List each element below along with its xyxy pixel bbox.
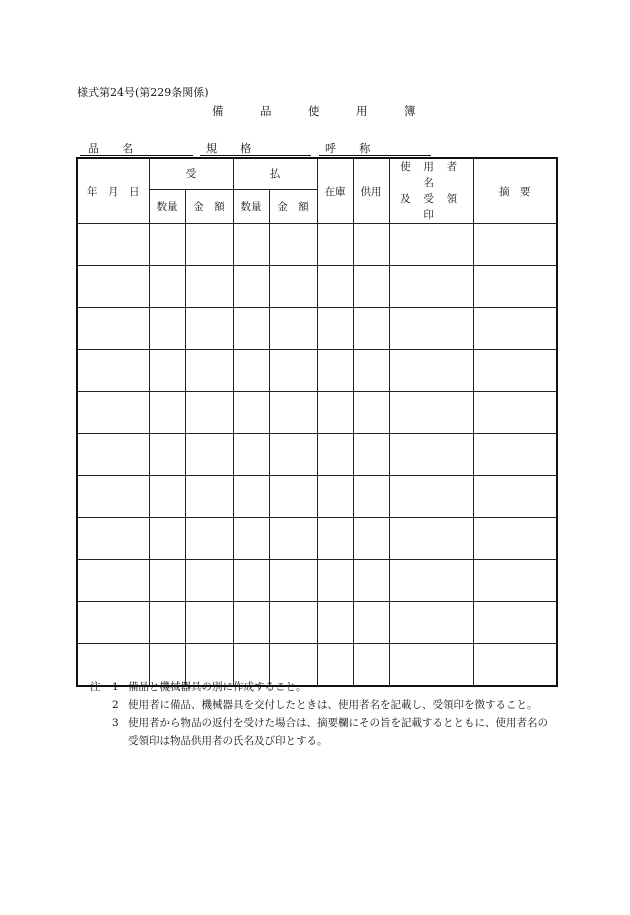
specification-label: 規 格 [206, 142, 262, 155]
receive-quantity-header: 数量 [149, 189, 185, 223]
entry-cell[interactable] [185, 266, 233, 308]
entry-cell[interactable] [473, 308, 557, 350]
entry-cell[interactable] [77, 224, 149, 266]
entry-cell[interactable] [185, 560, 233, 602]
entry-cell[interactable] [233, 350, 269, 392]
table-row [77, 308, 557, 350]
entry-cell[interactable] [317, 434, 353, 476]
entry-cell[interactable] [389, 392, 473, 434]
title-char: 備 [212, 104, 224, 118]
entry-cell[interactable] [389, 308, 473, 350]
title-char: 用 [356, 104, 368, 118]
entry-cell[interactable] [185, 602, 233, 644]
entry-cell[interactable] [185, 224, 233, 266]
document-title [212, 103, 416, 119]
entry-cell[interactable] [185, 476, 233, 518]
entry-cell[interactable] [269, 308, 317, 350]
entry-cell[interactable] [185, 308, 233, 350]
entry-cell[interactable] [317, 308, 353, 350]
entry-cell[interactable] [317, 602, 353, 644]
entry-cell[interactable] [233, 308, 269, 350]
entry-cell[interactable] [233, 476, 269, 518]
entry-cell[interactable] [77, 266, 149, 308]
entry-cell[interactable] [185, 392, 233, 434]
entry-cell[interactable] [149, 308, 185, 350]
table-row [77, 224, 557, 266]
note-number: 2 [112, 699, 119, 711]
entry-cell[interactable] [353, 224, 389, 266]
entry-cell[interactable] [317, 266, 353, 308]
remarks-header: 摘 要 [473, 158, 557, 224]
entry-cell[interactable] [353, 350, 389, 392]
note-text: 備品と機械器具の別に作成すること。 [128, 681, 307, 693]
entry-cell[interactable] [77, 602, 149, 644]
entry-cell[interactable] [185, 518, 233, 560]
entry-cell[interactable] [77, 434, 149, 476]
pay-amount-header: 金 額 [269, 189, 317, 223]
entry-cell[interactable] [233, 518, 269, 560]
entry-cell[interactable] [269, 476, 317, 518]
entry-cell[interactable] [149, 224, 185, 266]
entry-cell[interactable] [77, 350, 149, 392]
entry-cell[interactable] [233, 434, 269, 476]
entry-cell[interactable] [473, 602, 557, 644]
stock-header: 在庫 [317, 158, 353, 224]
title-char: 使 [308, 104, 320, 118]
entry-cell[interactable] [269, 560, 317, 602]
user-label-line2: 及 受 領 印 [400, 193, 462, 221]
entry-cell[interactable] [77, 476, 149, 518]
entry-cell[interactable] [149, 560, 185, 602]
entry-cell[interactable] [149, 350, 185, 392]
table-row [77, 602, 557, 644]
table-row [77, 392, 557, 434]
entry-cell[interactable] [149, 266, 185, 308]
item-name-field[interactable] [80, 140, 193, 156]
receive-amount-header: 金 額 [185, 189, 233, 223]
entry-cell[interactable] [317, 560, 353, 602]
entry-cell[interactable] [389, 518, 473, 560]
note-number: 3 [112, 717, 119, 729]
entry-cell[interactable] [389, 266, 473, 308]
entry-cell[interactable] [77, 392, 149, 434]
entry-cell[interactable] [473, 518, 557, 560]
title-char: 簿 [404, 104, 416, 118]
entry-cell[interactable] [389, 224, 473, 266]
entry-cell[interactable] [473, 350, 557, 392]
designation-label: 呼 称 [325, 142, 381, 155]
entry-cell[interactable] [353, 266, 389, 308]
entry-cell[interactable] [389, 350, 473, 392]
entry-cell[interactable] [269, 224, 317, 266]
pay-header: 払 [233, 158, 317, 189]
entry-cell[interactable] [353, 308, 389, 350]
entry-cell[interactable] [473, 476, 557, 518]
table-row [77, 434, 557, 476]
entry-cell[interactable] [149, 476, 185, 518]
table-row [77, 560, 557, 602]
entry-cell[interactable] [149, 602, 185, 644]
designation-field[interactable] [319, 140, 431, 156]
entry-cell[interactable] [233, 392, 269, 434]
entry-cell[interactable] [185, 434, 233, 476]
date-header: 年 月 日 [77, 158, 149, 224]
entry-cell[interactable] [233, 224, 269, 266]
entry-cell[interactable] [473, 266, 557, 308]
entry-cell[interactable] [269, 350, 317, 392]
use-header: 供用 [353, 158, 389, 224]
table-row [77, 350, 557, 392]
entry-cell[interactable] [473, 434, 557, 476]
entry-cell[interactable] [269, 602, 317, 644]
note-item [112, 696, 568, 714]
entry-cell[interactable] [269, 518, 317, 560]
table-row [77, 266, 557, 308]
entry-cell[interactable] [353, 476, 389, 518]
entry-cell[interactable] [353, 560, 389, 602]
ledger-body [77, 224, 557, 687]
entry-cell[interactable] [185, 350, 233, 392]
user-receipt-header [389, 158, 473, 224]
note-item [90, 678, 568, 696]
user-label-line1: 使 用 者 名 [400, 161, 462, 189]
entry-cell[interactable] [233, 266, 269, 308]
title-char: 品 [260, 104, 272, 118]
entry-cell[interactable] [233, 560, 269, 602]
entry-cell[interactable] [77, 518, 149, 560]
entry-cell[interactable] [473, 392, 557, 434]
note-item [112, 714, 568, 750]
entry-cell[interactable] [389, 476, 473, 518]
entry-cell[interactable] [269, 266, 317, 308]
entry-cell[interactable] [317, 350, 353, 392]
ledger-table [76, 157, 558, 687]
entry-cell[interactable] [317, 224, 353, 266]
entry-cell[interactable] [269, 434, 317, 476]
form-number: 様式第24号(第229条関係) [77, 86, 209, 99]
receive-header: 受 [149, 158, 233, 189]
entry-cell[interactable] [269, 392, 317, 434]
table-row [77, 518, 557, 560]
entry-cell[interactable] [353, 392, 389, 434]
item-name-label: 品 名 [88, 142, 144, 155]
entry-cell[interactable] [353, 602, 389, 644]
notes-lead: 注 [90, 681, 101, 693]
table-row [77, 476, 557, 518]
entry-cell[interactable] [317, 476, 353, 518]
pay-quantity-header: 数量 [233, 189, 269, 223]
entry-cell[interactable] [149, 392, 185, 434]
entry-cell[interactable] [473, 560, 557, 602]
entry-cell[interactable] [389, 560, 473, 602]
entry-cell[interactable] [389, 602, 473, 644]
entry-cell[interactable] [149, 518, 185, 560]
entry-cell[interactable] [233, 602, 269, 644]
notes-section [90, 678, 568, 750]
entry-cell[interactable] [77, 308, 149, 350]
entry-cell[interactable] [149, 434, 185, 476]
entry-cell[interactable] [473, 224, 557, 266]
note-number: 1 [112, 681, 119, 693]
entry-cell[interactable] [353, 434, 389, 476]
note-text: 使用者に備品、機械器具を交付したときは、使用者名を記載し、受領印を徴すること。 [128, 699, 538, 711]
entry-cell[interactable] [389, 434, 473, 476]
entry-cell[interactable] [77, 560, 149, 602]
entry-cell[interactable] [317, 518, 353, 560]
note-text: 使用者から物品の返付を受けた場合は、摘要欄にその旨を記載するとともに、使用者名の受領印は物品供用者の氏名及び印とする。 [128, 717, 548, 747]
specification-field[interactable] [200, 140, 311, 156]
entry-cell[interactable] [317, 392, 353, 434]
entry-cell[interactable] [353, 518, 389, 560]
